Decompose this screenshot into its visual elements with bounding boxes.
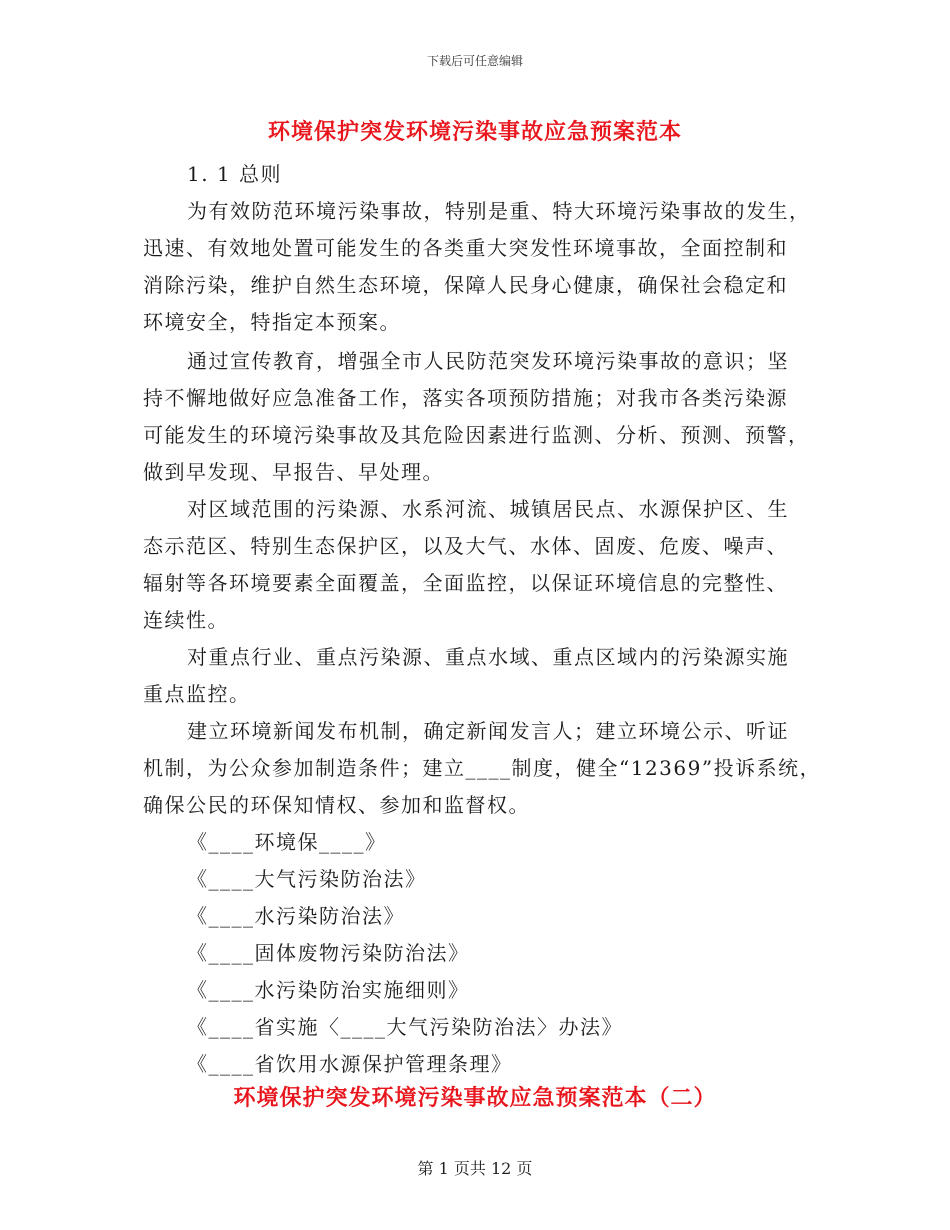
paragraph-line: 态示范区、特别生态保护区，以及大气、水体、固废、危废、噪声、 (143, 534, 788, 558)
paragraph-line: 做到早发现、早报告、早处理。 (143, 460, 444, 484)
paragraph-line: 可能发生的环境污染事故及其危险因素进行监测、分析、预测、预警， (143, 423, 810, 447)
paragraph-line: 确保公民的环保知情权、参加和监督权。 (143, 793, 530, 817)
paragraph-line: 消除污染，维护自然生态环境，保障人民身心健康，确保社会稳定和 (143, 273, 788, 297)
paragraph-line: 重点监控。 (143, 682, 251, 706)
paragraph-line: 建立环境新闻发布机制，确定新闻发言人；建立环境公示、听证 (187, 719, 789, 743)
header-note: 下载后可任意编辑 (426, 54, 523, 68)
paragraph-line: 辐射等各环境要素全面覆盖，全面监控，以保证环境信息的完整性、 (143, 571, 788, 595)
section-heading: 1. 1 总则 (187, 162, 283, 186)
law-item: 《____固体废物污染防治法》 (187, 941, 470, 965)
law-item: 《____大气污染防治法》 (187, 867, 427, 891)
paragraph-line: 机制，为公众参加制造条件；建立____制度，健全“12369”投诉系统， (143, 756, 822, 780)
law-item: 《____环境保____》 (187, 830, 387, 854)
document-title-2: 环境保护突发环境污染事故应急预案范本（二） (233, 1085, 717, 1111)
paragraph-line: 对重点行业、重点污染源、重点水域、重点区域内的污染源实施 (187, 645, 789, 669)
document-title: 环境保护突发环境污染事故应急预案范本 (267, 119, 682, 145)
paragraph-line: 持不懈地做好应急准备工作，落实各项预防措施；对我市各类污染源 (143, 386, 788, 410)
law-item: 《____省饮用水源保护管理条理》 (187, 1052, 513, 1076)
page-number: 第 1 页共 12 页 (417, 1159, 533, 1178)
law-item: 《____省实施〈____大气污染防治法〉办法》 (187, 1015, 623, 1039)
paragraph-line: 为有效防范环境污染事故，特别是重、特大环境污染事故的发生， (187, 199, 811, 223)
law-item: 《____水污染防治实施细则》 (187, 978, 470, 1002)
paragraph-line: 迅速、有效地处置可能发生的各类重大突发性环境事故，全面控制和 (143, 236, 788, 260)
paragraph-line: 连续性。 (143, 608, 229, 632)
paragraph-line: 对区域范围的污染源、水系河流、城镇居民点、水源保护区、生 (187, 497, 789, 521)
paragraph-line: 环境安全，特指定本预案。 (143, 310, 401, 334)
law-item: 《____水污染防治法》 (187, 904, 405, 928)
paragraph-line: 通过宣传教育，增强全市人民防范突发环境污染事故的意识；坚 (187, 349, 789, 373)
